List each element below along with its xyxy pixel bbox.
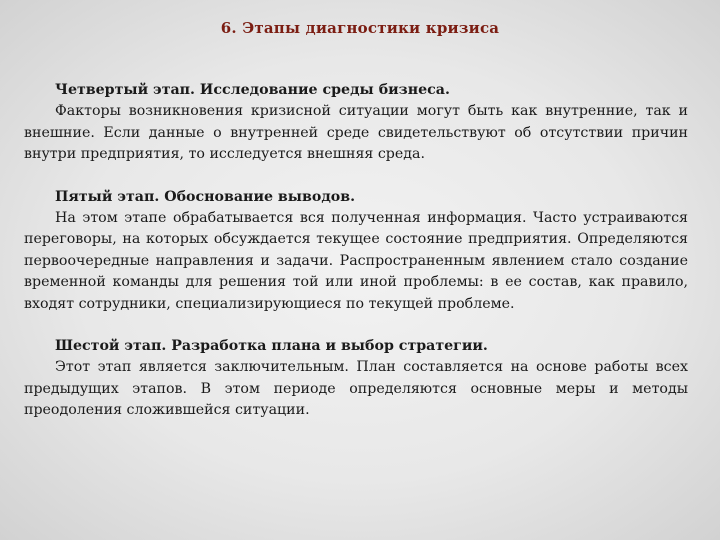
section-stage-5 (24, 187, 688, 315)
section-heading: Шестой этап. Разработка плана и выбор стратегии. (55, 338, 488, 355)
slide-title: 6. Этапы диагностики кризиса (220, 19, 500, 37)
section-text: На этом этапе обрабатывается вся полученная информация. Часто устраиваются переговоры, на которых обсуждается текущее состояние предприятия. Определяются первоочередные направления и задачи. Распространенным явлением стало создание временной команды для решения той или иной проблемы: в ее состав, как правило, входят сотрудники, специализирующиеся по текущей проблеме. (24, 210, 688, 312)
section-stage-6 (24, 336, 688, 422)
slide-content (24, 80, 688, 443)
section-heading: Пятый этап. Обоснование выводов. (55, 188, 356, 205)
section-heading: Четвертый этап. Исследование среды бизнеса. (55, 82, 450, 98)
section-text: Факторы возникновения кризисной ситуации могут быть как внутренние, так и внешние. Если данные о внутренней среде свидетельствуют об отсутствии причин внутри предприятия, то исследуется внешняя среда. (24, 103, 688, 163)
section-stage-4 (24, 80, 688, 166)
section-text: Этот этап является заключительным. План составляется на основе работы всех предыдущих этапов. В этом периоде определяются основные меры и методы преодоления сложившейся ситуации. (24, 359, 688, 419)
